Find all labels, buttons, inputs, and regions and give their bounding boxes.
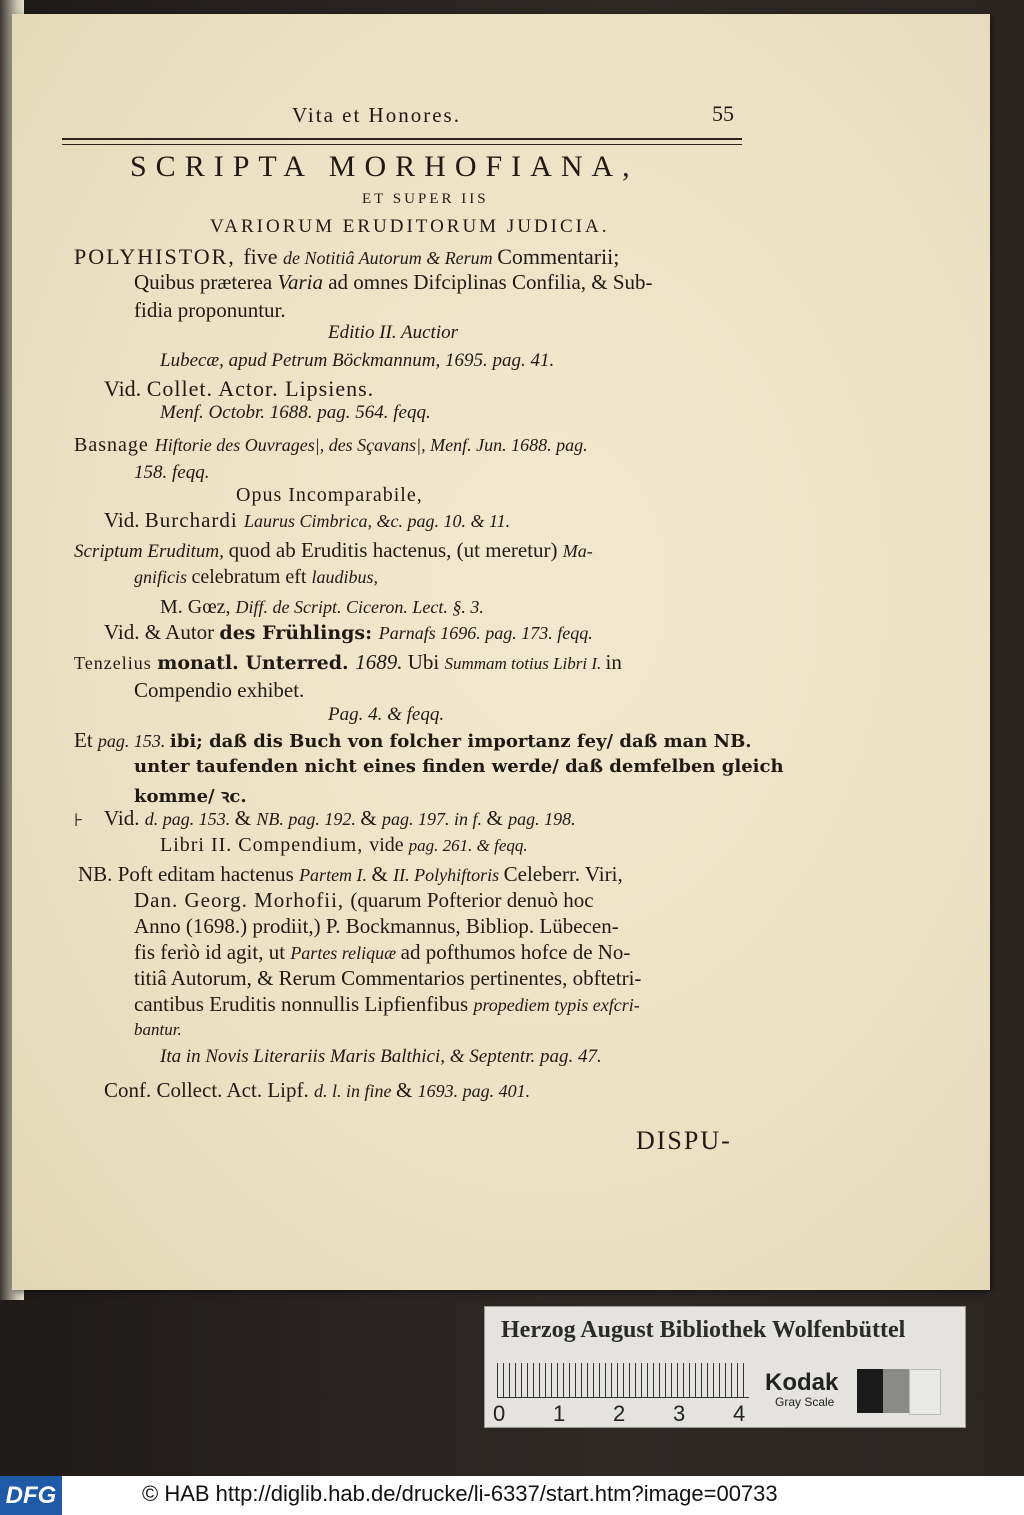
footer-credit[interactable]: © HAB http://diglib.hab.de/drucke/li-6337/start.htm?image=00733 bbox=[142, 1481, 778, 1506]
text-line: Vid. d. pag. 153. & NB. pag. 192. & pag. 197. in f. & pag. 198. bbox=[104, 806, 576, 830]
text-line: Vid. Burchardi Laurus Cimbrica, &c. pag. 10. & 11. bbox=[104, 508, 511, 532]
dfg-logo: DFG bbox=[0, 1476, 62, 1515]
text-line: komme/ ꝛc. bbox=[134, 786, 247, 807]
gray-scale-label: Gray Scale bbox=[775, 1395, 835, 1409]
text-line: Tenzelius monatl. Unterred. 1689. Ubi Summam totius Libri I. in bbox=[74, 650, 622, 674]
text-line: Ita in Novis Literariis Maris Balthici, & Septentr. pag. 47. bbox=[160, 1046, 602, 1067]
text-line: Anno (1698.) prodiit,) P. Bockmannus, Bibliop. Lübecen- bbox=[134, 914, 619, 938]
header-rule bbox=[62, 138, 742, 145]
text-line: Vid. & Autor des Frühlings: Parnafs 1696. pag. 173. feqq. bbox=[104, 620, 593, 644]
ruler-number: 4 bbox=[733, 1401, 746, 1426]
page-heading: SCRIPTA MORHOFIANA, bbox=[130, 150, 639, 183]
kodak-logo: Kodak bbox=[765, 1369, 839, 1396]
text-line: fis ferìò id agit, ut Partes reliquæ ad pofthumos hofce de No- bbox=[134, 940, 631, 964]
section-heading: Opus Incomparabile, bbox=[236, 484, 423, 506]
text-line: gnificis celebratum eft laudibus, bbox=[134, 566, 378, 588]
text-line: Libri II. Compendium, vide pag. 261. & feqq. bbox=[160, 834, 528, 856]
text-line: Scriptum Eruditum, quod ab Eruditis hactenus, (ut meretur) Ma- bbox=[74, 538, 593, 562]
catchword: DISPU- bbox=[636, 1126, 732, 1155]
text-line: bantur. bbox=[134, 1020, 182, 1039]
footer-bar bbox=[0, 1476, 1024, 1515]
color-reference-card bbox=[484, 1306, 966, 1428]
text-line: Dan. Georg. Morhofii, (quarum Pofterior denuò hoc bbox=[134, 888, 594, 912]
heading-subtitle-1: ET SUPER IIS bbox=[362, 191, 489, 207]
text-line: 158. feqq. bbox=[134, 462, 210, 483]
measurement-ruler bbox=[497, 1363, 749, 1398]
text-line: Conf. Collect. Act. Lipf. d. l. in fine & 1693. pag. 401. bbox=[104, 1078, 531, 1102]
text-line: NB. Poft editam hactenus Partem I. & II. Polyhiftoris Celeberr. Viri, bbox=[78, 862, 623, 886]
text-line: titiâ Autorum, & Rerum Commentarios pertinentes, obftetri- bbox=[134, 966, 642, 990]
margin-mark: ⊦ bbox=[74, 810, 84, 830]
gray-swatch-black bbox=[857, 1369, 883, 1413]
running-title: Vita et Honores. bbox=[292, 103, 461, 127]
page-number: 55 bbox=[712, 101, 734, 126]
heading-subtitle-2: VARIORUM ERUDITORUM JUDICIA. bbox=[210, 216, 610, 237]
text-line: M. Gœz, Diff. de Script. Ciceron. Lect. §. 3. bbox=[160, 596, 484, 618]
gray-swatch-white bbox=[909, 1369, 941, 1415]
text-line: POLYHISTOR, five de Notitiâ Autorum & Rerum Commentarii; bbox=[74, 244, 620, 269]
gray-swatch-mid bbox=[883, 1369, 909, 1413]
imprint-line: Lubecæ, apud Petrum Böckmannum, 1695. pag. 41. bbox=[160, 350, 555, 371]
text-line: Vid. Collet. Actor. Lipsiens. bbox=[104, 376, 375, 401]
text-line: Et pag. 153. ibi; daß dis Buch von folcher importanz fey/ daß man NB. bbox=[74, 728, 752, 752]
text-line: cantibus Eruditis nonnullis Lipfienfibus propediem typis exfcri- bbox=[134, 992, 640, 1016]
ruler-number: 2 bbox=[613, 1401, 626, 1426]
ruler-number: 3 bbox=[673, 1401, 686, 1426]
text-line: Basnage Hiftorie des Ouvrages|, des Sçavans|, Menf. Jun. 1688. pag. bbox=[74, 434, 588, 456]
edition-note: Editio II. Auctior bbox=[328, 322, 458, 343]
text-line: Compendio exhibet. bbox=[134, 678, 305, 702]
text-line: Menf. Octobr. 1688. pag. 564. feqq. bbox=[160, 402, 431, 423]
ruler-number: 1 bbox=[553, 1401, 566, 1426]
text-line: Pag. 4. & feqq. bbox=[328, 704, 445, 725]
text-line: fidia proponuntur. bbox=[134, 298, 286, 322]
card-title: Herzog August Bibliothek Wolfenbüttel bbox=[501, 1317, 906, 1343]
ruler-number: 0 bbox=[493, 1401, 506, 1426]
text-line: unter taufenden nicht eines finden werde/ daß demfelben gleich bbox=[134, 756, 784, 777]
text-line: Quibus præterea Varia ad omnes Difciplinas Confilia, & Sub- bbox=[134, 270, 653, 294]
